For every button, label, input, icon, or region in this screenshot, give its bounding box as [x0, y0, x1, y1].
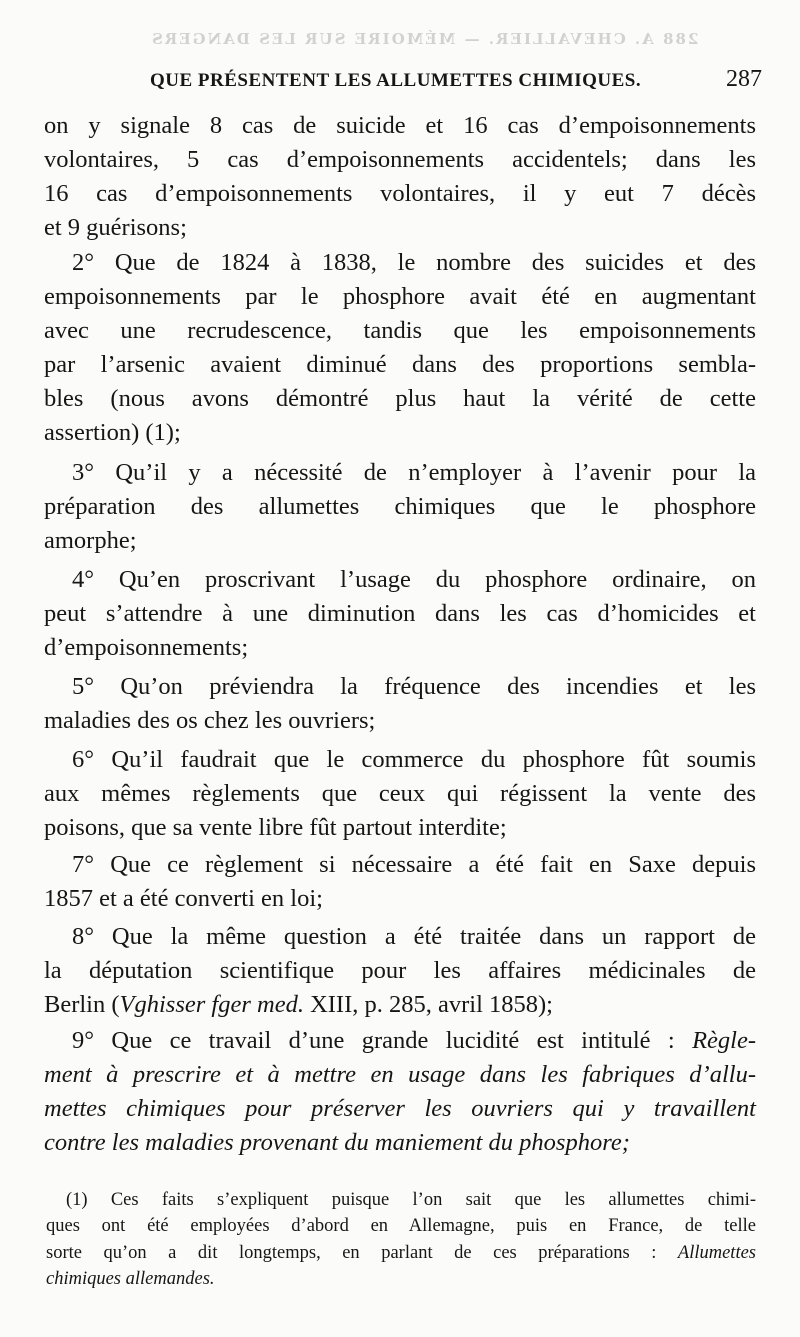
text-run: XIII, p. 285, avril 1858);: [303, 991, 553, 1018]
text-line: bles (nous avons démontré plus haut la vérité de cette: [44, 385, 756, 412]
text-line: volontaires, 5 cas d’empoisonnements accidentels; dans les: [44, 146, 756, 173]
italic-title: mettes chimiques pour préserver les ouvriers qui y travaillent: [44, 1095, 756, 1122]
text-line: 5° Qu’on préviendra la fréquence des incendies et les: [72, 673, 756, 700]
italic-term: Allumettes: [677, 1243, 756, 1263]
text-line: par l’arsenic avaient diminué dans des proportions sembla-: [44, 351, 756, 378]
text-line: assertion) (1);: [44, 419, 181, 446]
footnote-line: [46, 1266, 756, 1292]
text-line: on y signale 8 cas de suicide et 16 cas d’empoisonnements: [44, 112, 756, 139]
text-line: [44, 1092, 756, 1126]
header-title: QUE PRÉSENTENT LES ALLUMETTES CHIMIQUES.: [150, 70, 642, 91]
text-run: 9° Que ce travail d’une grande lucidité est intitulé :: [72, 1027, 693, 1054]
text-run: Berlin (: [44, 991, 120, 1018]
text-line: 7° Que ce règlement si nécessaire a été fait en Saxe depuis: [72, 851, 756, 878]
text-line: [44, 1058, 756, 1092]
text-line: maladies des os chez les ouvriers;: [44, 707, 376, 734]
text-line: 2° Que de 1824 à 1838, le nombre des suicides et des: [72, 249, 756, 276]
text-line: empoisonnements par le phosphore avait été en augmentant: [44, 283, 756, 310]
text-line: 6° Qu’il faudrait que le commerce du phosphore fût soumis: [72, 746, 756, 773]
text-line: 3° Qu’il y a nécessité de n’employer à l’avenir pour la: [72, 459, 756, 486]
text-line: préparation des allumettes chimiques que le phosphore: [44, 493, 756, 520]
text-run: sorte qu’on a dit longtemps, en parlant de ces préparations :: [46, 1243, 678, 1263]
text-line: amorphe;: [44, 527, 137, 554]
text-line: avec une recrudescence, tandis que les empoisonnements: [44, 317, 756, 344]
text-line: 1857 et a été converti en loi;: [44, 885, 323, 912]
text-line: 4° Qu’en proscrivant l’usage du phosphore ordinaire, on: [72, 566, 756, 593]
italic-term: chimiques allemandes.: [46, 1269, 215, 1289]
text-line: et 9 guérisons;: [44, 214, 187, 241]
italic-title: Règle-: [692, 1027, 756, 1054]
footnote-line: (1) Ces faits s’expliquent puisque l’on sait que les allumettes chimi-: [66, 1190, 756, 1210]
running-header: [112, 66, 772, 100]
text-line: aux mêmes règlements que ceux qui régissent la vente des: [44, 780, 756, 807]
text-line: peut s’attendre à une diminution dans les cas d’homicides et: [44, 600, 756, 627]
text-line: 16 cas d’empoisonnements volontaires, il y eut 7 décès: [44, 180, 756, 207]
text-line: 8° Que la même question a été traitée dans un rapport de: [72, 923, 756, 950]
text-line: poisons, que sa vente libre fût partout interdite;: [44, 814, 507, 841]
text-line: [44, 1126, 756, 1160]
page-number: 287: [726, 66, 762, 92]
italic-title: ment à prescrire et à mettre en usage dans les fabriques d’allu-: [44, 1061, 756, 1088]
citation-title: Vghisser fger med.: [119, 991, 304, 1018]
italic-title: contre les maladies provenant du maniement du phosphore;: [44, 1129, 630, 1156]
text-line: la députation scientifique pour les affaires médicinales de: [44, 957, 756, 984]
bleed-through-text: 288 A. CHEVALLIER. — MÉMOIRE SUR LES DANGERS: [150, 30, 699, 48]
text-line: [72, 1024, 756, 1058]
text-line: d’empoisonnements;: [44, 634, 249, 661]
text-line: [44, 988, 756, 1022]
footnote-line: [46, 1240, 756, 1266]
footnote-line: ques ont été employées d’abord en Allemagne, puis en France, de telle: [46, 1216, 756, 1236]
